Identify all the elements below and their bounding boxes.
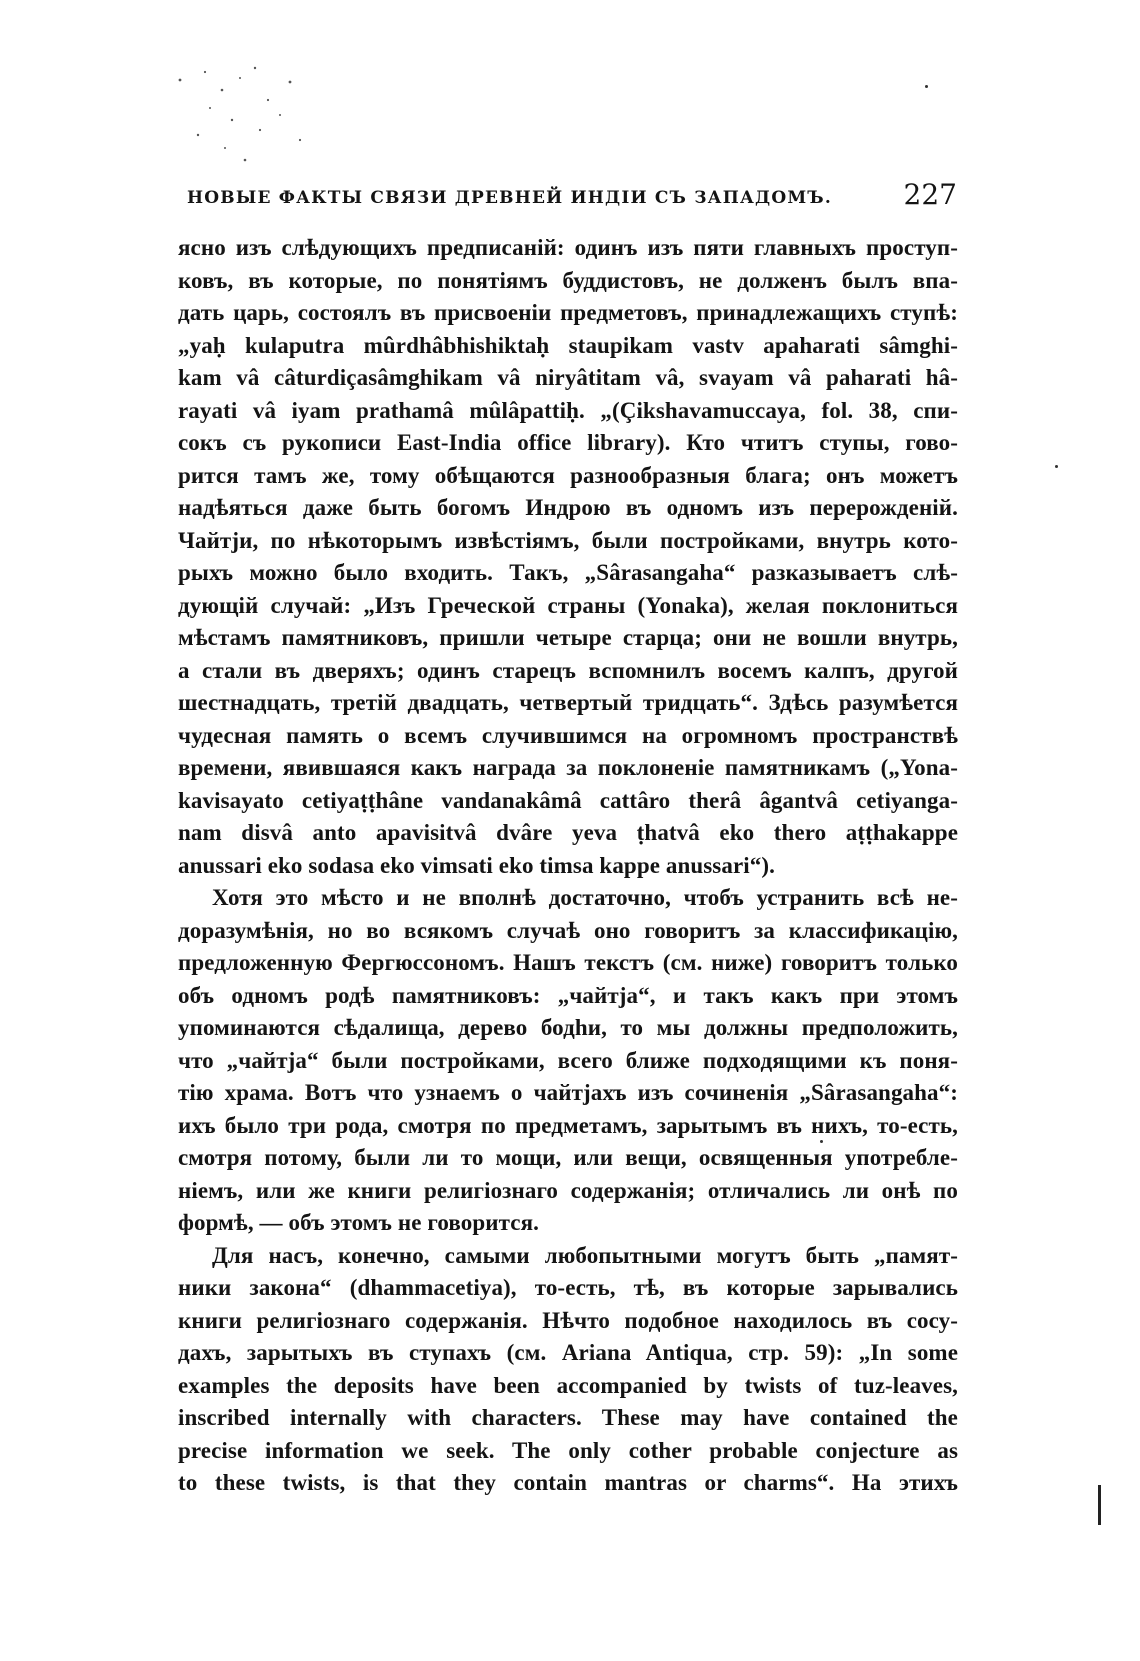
text-line: to these twists, is that they contain mantras or charms“. На этихъ [178,1470,958,1495]
page-header [187,178,957,218]
margin-scan-mark [1098,1485,1101,1525]
text-line: precise information we seek. The only cother probable conjecture as [178,1437,958,1463]
text-line-paragraph-end: anussari eko sodasa eko vimsati eko timsa kappe anussari“). [178,852,775,878]
margin-speck [820,1140,823,1143]
text-line: rayati vâ iyam prathamâ mûlâpattiḥ. „(Çikshavamuccaya, fol. 38, спи- [178,397,958,423]
text-line: Чайтји, по нѣкоторымъ извѣстіямъ, были постройками, внутрь кото- [178,527,958,553]
text-line: ники закона“ (dhammacetiya), то-есть, тѣ, въ которые зарывались [178,1275,958,1300]
text-line: examples the deposits have been accompanied by twists of tuz-leaves, [178,1372,958,1398]
text-line: inscribed internally with characters. These may have contained the [178,1405,958,1430]
text-line: что „чайтја“ были постройками, всего ближе подходящими къ поня- [178,1047,958,1073]
text-line-paragraph-start: Для насъ, конечно, самыми любопытными могутъ быть „памят- [212,1242,958,1268]
text-line: рится тамъ же, тому обѣщаются разнообразныя блага; онъ можетъ [178,462,958,488]
text-line: kam vâ câturdiçasâmghikam vâ niryâtitam vâ, svayam vâ paharati hâ- [178,365,958,390]
text-line-paragraph-end: формѣ, — объ этомъ не говорится. [178,1210,539,1235]
text-line: сокъ съ рукописи East-India office library). Кто чтитъ ступы, гово- [178,430,958,455]
text-line: nam disvâ anto apavisitvâ dvâre yeva ṭhatvâ eko thero aṭṭhakappe [178,820,958,845]
text-line: времени, явившаяся какъ награда за поклоненіе памятникамъ („Yona- [178,755,958,780]
text-line: дующій случай: „Изъ Греческой страны (Yonaka), желая поклониться [178,592,958,618]
text-line: смотря потому, были ли то мощи, или вещи, освященныя употребле- [178,1145,958,1170]
text-line: дать царь, состоялъ въ присвоеніи предметовъ, принадлежащихъ ступѣ: [178,300,958,325]
text-line: книги религіознаго содержанія. Нѣчто подобное находилось въ сосу- [178,1307,958,1333]
text-line: ихъ было три рода, смотря по предметамъ, зарытымъ въ нихъ, то-есть, [178,1112,958,1138]
text-line: предложенную Фергюссономъ. Нашъ текстъ (см. ниже) говоритъ только [178,950,958,975]
running-title: НОВЫЕ ФАКТЫ СВЯЗИ ДРЕВНЕЙ ИНДІИ СЪ ЗАПАДОМЪ. [187,188,832,208]
text-line: объ одномъ родѣ памятниковъ: „чайтја“, и такъ какъ при этомъ [178,982,958,1008]
text-line: ковъ, въ которые, по понятіямъ буддистовъ, не долженъ былъ впа- [178,267,958,293]
margin-speck [1055,465,1058,468]
text-line: kavisayato cetiyaṭṭhâne vandanakâmâ cattâro therâ âgantvâ cetiyanga- [178,787,958,813]
text-line: а стали въ дверяхъ; одинъ старецъ вспомнилъ восемъ калпъ, другой [178,657,958,683]
text-line: шестнадцать, третій двадцать, четвертый тридцать“. Здѣсь разумѣется [178,690,958,715]
text-line: рыхъ можно было входить. Такъ, „Sârasangaha“ разказываетъ слѣ- [178,560,958,585]
text-line: тію храма. Вотъ что узнаемъ о чайтјахъ изъ сочиненія „Sârasangaha“: [178,1080,958,1105]
text-line: надѣяться даже быть богомъ Индрою въ одномъ изъ перерожденій. [178,495,958,520]
body-text [178,232,958,1500]
margin-speck [925,85,928,88]
text-line: ясно изъ слѣдующихъ предписаній: одинъ изъ пяти главныхъ проступ- [178,235,958,260]
text-line: дахъ, зарытыхъ въ ступахъ (см. Ariana Antiqua, стр. 59): „In some [178,1340,958,1365]
text-line: мѣстамъ памятниковъ, пришли четыре старца; они не вошли внутрь, [178,625,958,650]
text-line: доразумѣнія, но во всякомъ случаѣ оно говоритъ за классификацію, [178,917,958,943]
text-line: ніемъ, или же книги религіознаго содержанія; отличались ли онѣ по [178,1177,958,1203]
text-line: чудесная память о всемъ случившимся на огромномъ пространствѣ [178,722,958,748]
text-line-paragraph-start: Хотя это мѣсто и не вполнѣ достаточно, чтобъ устранить всѣ не- [212,885,958,910]
page-number: 227 [903,178,957,211]
print-speckles-decoration [150,60,350,170]
text-line: „yaḥ kulaputra mûrdhâbhishiktaḥ staupikam vastv apaharati sâmghi- [178,332,958,358]
text-line: упоминаются сѣдалища, дерево бодhи, то мы должны предположить, [178,1015,958,1040]
